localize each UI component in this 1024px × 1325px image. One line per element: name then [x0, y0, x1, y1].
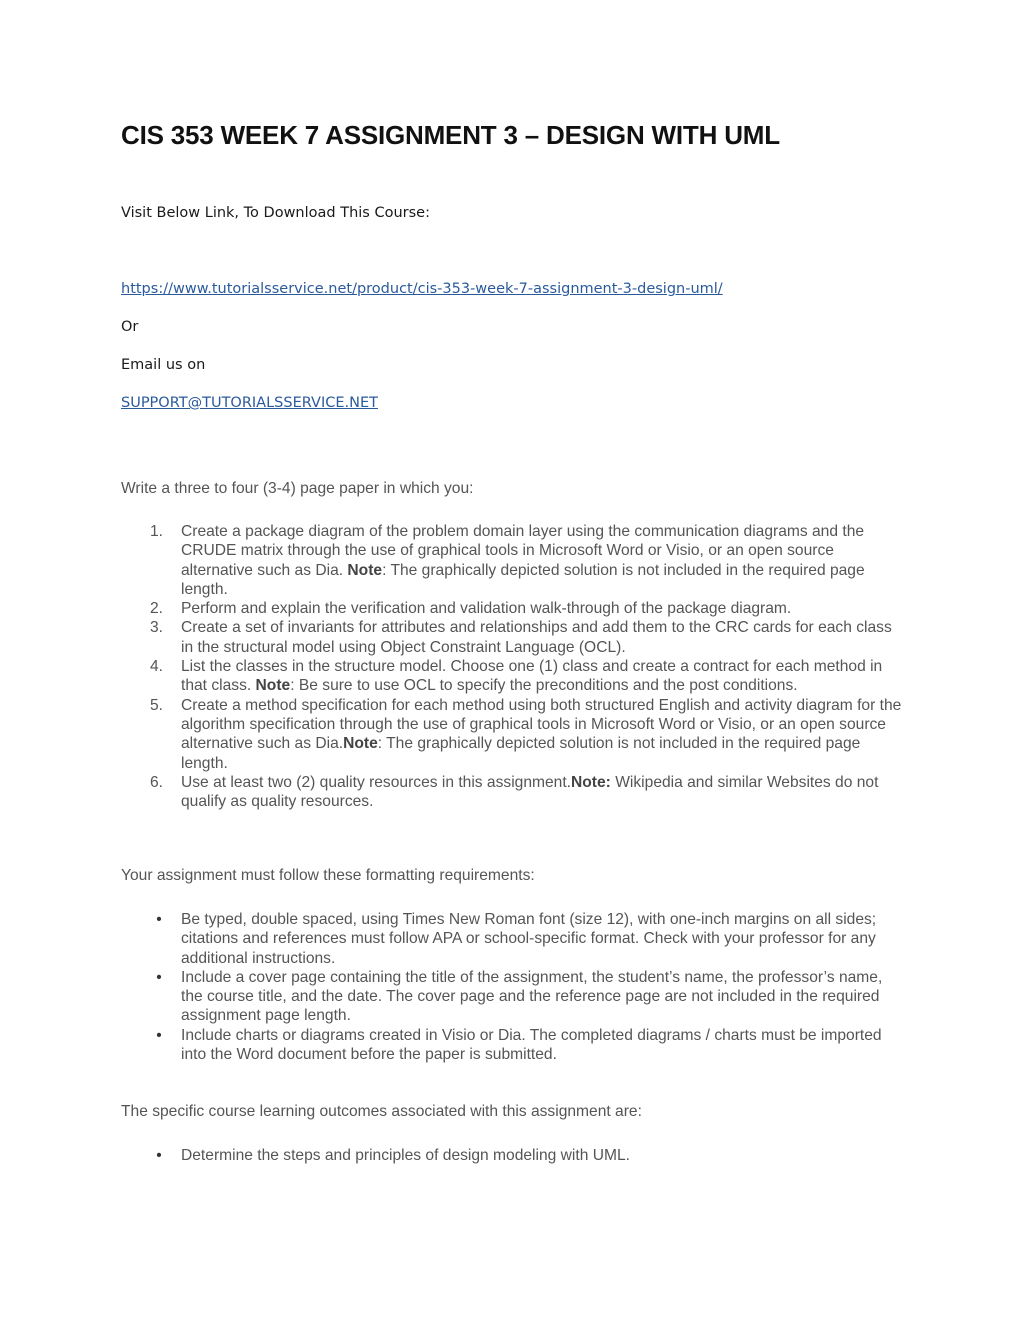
list-item: [0, 522, 902, 599]
list-item-text: Determine the steps and principles of design modeling with UML.: [181, 1147, 630, 1164]
note-label: Note: [343, 735, 378, 753]
list-item: [0, 1026, 902, 1065]
list-number: 3.: [150, 619, 164, 637]
bullet-icon: •: [156, 911, 162, 928]
bullet-icon: •: [156, 968, 162, 986]
outcomes-heading: The specific course learning outcomes associated with this assignment are:: [121, 1103, 642, 1120]
list-item-text: List the classes in the structure model. Choose one (1) class and create a contract for each method in that class.: [181, 658, 883, 695]
outcomes-list: [0, 1146, 902, 1165]
list-item: [0, 657, 902, 696]
list-item-text-cont: Wikipedia and similar Websites do not qualify as quality resources.: [181, 773, 879, 811]
list-item-text: Be typed, double spaced, using Times New Roman font (size 12), with one-inch margins on all sides; citations and references must follow APA or school-specific format. Check with your professor for any additional instructions.: [181, 911, 877, 967]
email-label: Email us on: [121, 357, 206, 373]
numbered-list: [0, 522, 902, 811]
list-number: 1.: [150, 523, 164, 540]
formatting-list: [0, 910, 902, 1064]
list-item-text: Perform and explain the verification and validation walk-through of the package diagram.: [181, 600, 792, 618]
list-number: 5.: [150, 696, 164, 714]
list-item: [0, 910, 902, 968]
list-item-text: Include charts or diagrams created in Visio or Dia. The completed diagrams / charts must be imported into the Word document before the paper is submitted.: [181, 1026, 882, 1064]
course-link[interactable]: https://www.tutorialsservice.net/product/cis-353-week-7-assignment-3-design-uml/: [121, 281, 723, 297]
or-text: Or: [121, 319, 139, 335]
document-title: CIS 353 WEEK 7 ASSIGNMENT 3 – DESIGN WITH UML: [121, 120, 780, 150]
note-label: Note: [255, 677, 291, 695]
formatting-heading: Your assignment must follow these formatting requirements:: [121, 867, 535, 884]
list-item: [0, 618, 902, 657]
visit-text: Visit Below Link, To Download This Course:: [121, 205, 430, 221]
intro-text: Write a three to four (3-4) page paper in which you:: [121, 480, 474, 497]
list-item-text-cont: : The graphically depicted solution is not included in the required page length.: [181, 561, 865, 598]
list-item-text: Use at least two (2) quality resources in this assignment.: [181, 773, 572, 791]
bullet-icon: •: [156, 1026, 162, 1044]
list-item: [0, 773, 902, 812]
list-item-text: Create a method specification for each method using both structured English and activity diagram for the algorithm specification through the use of graphical tools in Microsoft Word or Visio, or an open source alternative such as Dia.: [181, 696, 902, 753]
list-item-text: Create a set of invariants for attributes and relationships and add them to the CRC cards for each class in the structural model using Object Constraint Language (OCL).: [181, 619, 892, 656]
list-item: [0, 696, 902, 773]
list-item: [0, 599, 902, 618]
list-item-text: Include a cover page containing the title of the assignment, the student’s name, the professor’s name, the course title, and the date. The cover page and the reference page are not included in the required assignment page length.: [181, 968, 883, 1025]
note-label: Note:: [571, 773, 611, 791]
list-item-text-cont: : Be sure to use OCL to specify the preconditions and the post conditions.: [290, 677, 798, 695]
list-item: [0, 968, 902, 1026]
list-item-text: Create a package diagram of the problem domain layer using the communication diagrams and the CRUDE matrix through the use of graphical tools in Microsoft Word or Visio, or an open source alternative such as Dia.: [181, 523, 865, 579]
note-label: Note: [347, 561, 383, 579]
list-number: 4.: [150, 658, 164, 676]
bullet-icon: •: [156, 1147, 162, 1164]
list-number: 2.: [150, 600, 164, 618]
list-item: [0, 1146, 902, 1165]
email-link[interactable]: SUPPORT@TUTORIALSSERVICE.NET: [121, 395, 378, 411]
course-link-line: [121, 279, 723, 299]
list-item-text-cont: : The graphically depicted solution is not included in the required page length.: [181, 735, 861, 772]
list-number: 6.: [150, 773, 164, 791]
email-link-line: [121, 393, 378, 413]
